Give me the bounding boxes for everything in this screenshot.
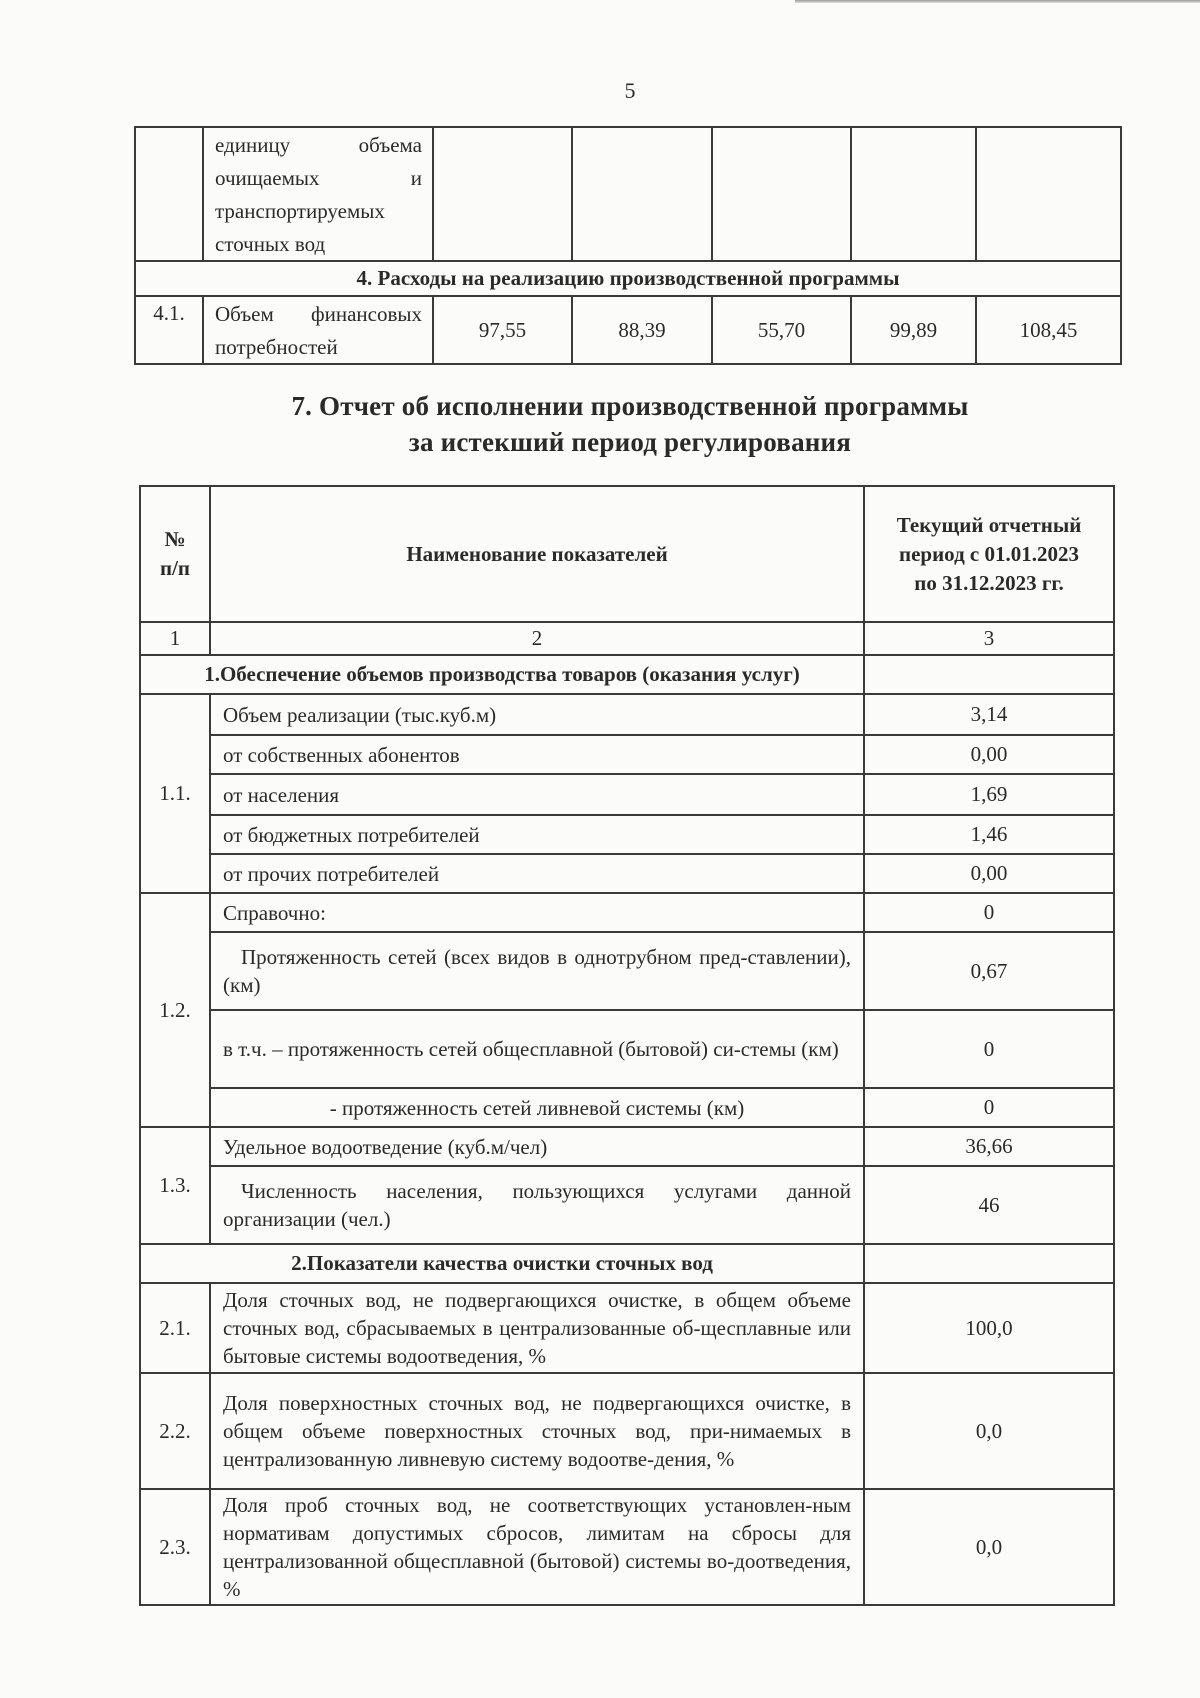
scan-edge-artifact [795, 0, 1200, 3]
indicator-name: от бюджетных потребителей [210, 815, 864, 854]
indicator-name: Доля сточных вод, не подвергающихся очистке, в общем объеме сточных вод, сбрасываемых в централизованные об-щесплавные или бытовые системы водоотведения, % [210, 1283, 864, 1373]
table-row [140, 1010, 1114, 1088]
desc-line: транспортируемых [215, 199, 385, 223]
empty-cell [864, 1244, 1114, 1283]
table-row [135, 127, 1121, 261]
indicator-name-cell [203, 296, 433, 364]
value-cell: 97,55 [433, 296, 572, 364]
row-number: 1.2. [140, 893, 210, 1127]
desc-line: сточных вод [215, 232, 326, 256]
value-cell [433, 127, 572, 261]
value-cell: 55,70 [712, 296, 851, 364]
row-number-cell [135, 127, 203, 261]
section-heading [0, 388, 1200, 460]
indicator-name: от прочих потребителей [210, 854, 864, 893]
value-cell [572, 127, 712, 261]
indicator-value: 0,0 [864, 1489, 1114, 1605]
indicator-name: Доля проб сточных вод, не соответствующих установлен-ным нормативам допустимых сбросов, лимитам на сбросы для централизованной общесплавной (бытовой) системы во-доотведения, % [210, 1489, 864, 1605]
value-cell: 88,39 [572, 296, 712, 364]
section-1-title: 1.Обеспечение объемов производства товаров (оказания услуг) [140, 655, 864, 694]
column-number-row [140, 622, 1114, 655]
table-row [135, 296, 1121, 364]
table-row [140, 694, 1114, 735]
header-cell-number [140, 486, 210, 622]
indicator-name-cell [203, 127, 433, 261]
indicator-value: 1,69 [864, 774, 1114, 815]
report-table [139, 485, 1115, 1606]
indicator-value: 1,46 [864, 815, 1114, 854]
table-row [140, 1088, 1114, 1127]
table-row [140, 735, 1114, 774]
table-row [140, 815, 1114, 854]
header-text: по 31.12.2023 гг. [914, 570, 1064, 595]
section-2-title: 2.Показатели качества очистки сточных вод [140, 1244, 864, 1283]
continuation-table [134, 126, 1122, 365]
row-number: 2.1. [140, 1283, 210, 1373]
value-cell [976, 127, 1121, 261]
section-row [140, 1244, 1114, 1283]
indicator-name: в т.ч. – протяженность сетей общесплавной (бытовой) си-стемы (км) [210, 1010, 864, 1088]
section-heading-line: 7. Отчет об исполнении производственной программы [291, 391, 969, 421]
value-cell: 108,45 [976, 296, 1121, 364]
header-cell-name: Наименование показателей [210, 486, 864, 622]
indicator-name: от населения [210, 774, 864, 815]
table-row [140, 854, 1114, 893]
table-row [140, 1283, 1114, 1373]
value-cell [851, 127, 976, 261]
indicator-name: Удельное водоотведение (куб.м/чел) [210, 1127, 864, 1166]
indicator-name: Объем реализации (тыс.куб.м) [210, 694, 864, 735]
table-row [140, 932, 1114, 1010]
desc-line: единицу объема [215, 133, 422, 157]
section-row [140, 655, 1114, 694]
indicator-name: - протяженность сетей ливневой системы (км) [210, 1088, 864, 1127]
page-number: 5 [624, 78, 636, 103]
header-text: п/п [159, 556, 191, 580]
value-cell [712, 127, 851, 261]
row-number: 4.1. [135, 296, 203, 364]
row-number: 2.3. [140, 1489, 210, 1605]
header-text: № [164, 527, 186, 551]
header-row [140, 486, 1114, 622]
header-text: период с 01.01.2023 [898, 541, 1080, 566]
indicator-name: от собственных абонентов [210, 735, 864, 774]
table-row [140, 774, 1114, 815]
column-number: 1 [140, 622, 210, 655]
desc-line: Объем финансовых [215, 302, 422, 326]
indicator-value: 46 [864, 1166, 1114, 1244]
indicator-value: 100,0 [864, 1283, 1114, 1373]
indicator-name: Численность населения, пользующихся услугами данной организации (чел.) [210, 1166, 864, 1244]
header-cell-period [864, 486, 1114, 622]
section-heading-line: за истекший период регулирования [408, 427, 852, 457]
indicator-name: Справочно: [210, 893, 864, 932]
indicator-value: 0 [864, 893, 1114, 932]
table-row [140, 1166, 1114, 1244]
header-text: Текущий отчетный [896, 512, 1082, 537]
indicator-name: Доля поверхностных сточных вод, не подвергающихся очистке, в общем объеме поверхностных сточных вод, при-нимаемых в централизованную ливневую систему водоотве-дения, % [210, 1373, 864, 1489]
section-row [135, 261, 1121, 296]
column-number: 3 [864, 622, 1114, 655]
indicator-value: 0,67 [864, 932, 1114, 1010]
value-cell: 99,89 [851, 296, 976, 364]
row-number: 1.3. [140, 1127, 210, 1244]
table-row [140, 1373, 1114, 1489]
indicator-value: 0,00 [864, 854, 1114, 893]
empty-cell [864, 655, 1114, 694]
desc-line: потребностей [215, 335, 338, 359]
indicator-value: 0,00 [864, 735, 1114, 774]
column-number: 2 [210, 622, 864, 655]
indicator-value: 0,0 [864, 1373, 1114, 1489]
row-number: 1.1. [140, 694, 210, 893]
indicator-name: Протяженность сетей (всех видов в однотрубном пред-ставлении), (км) [210, 932, 864, 1010]
table-row [140, 893, 1114, 932]
indicator-value: 36,66 [864, 1127, 1114, 1166]
row-number: 2.2. [140, 1373, 210, 1489]
indicator-value: 0 [864, 1088, 1114, 1127]
table-row [140, 1127, 1114, 1166]
indicator-value: 0 [864, 1010, 1114, 1088]
table-row [140, 1489, 1114, 1605]
section-4-title: 4. Расходы на реализацию производственной программы [135, 261, 1121, 296]
indicator-value: 3,14 [864, 694, 1114, 735]
desc-line: очищаемых и [215, 166, 422, 190]
